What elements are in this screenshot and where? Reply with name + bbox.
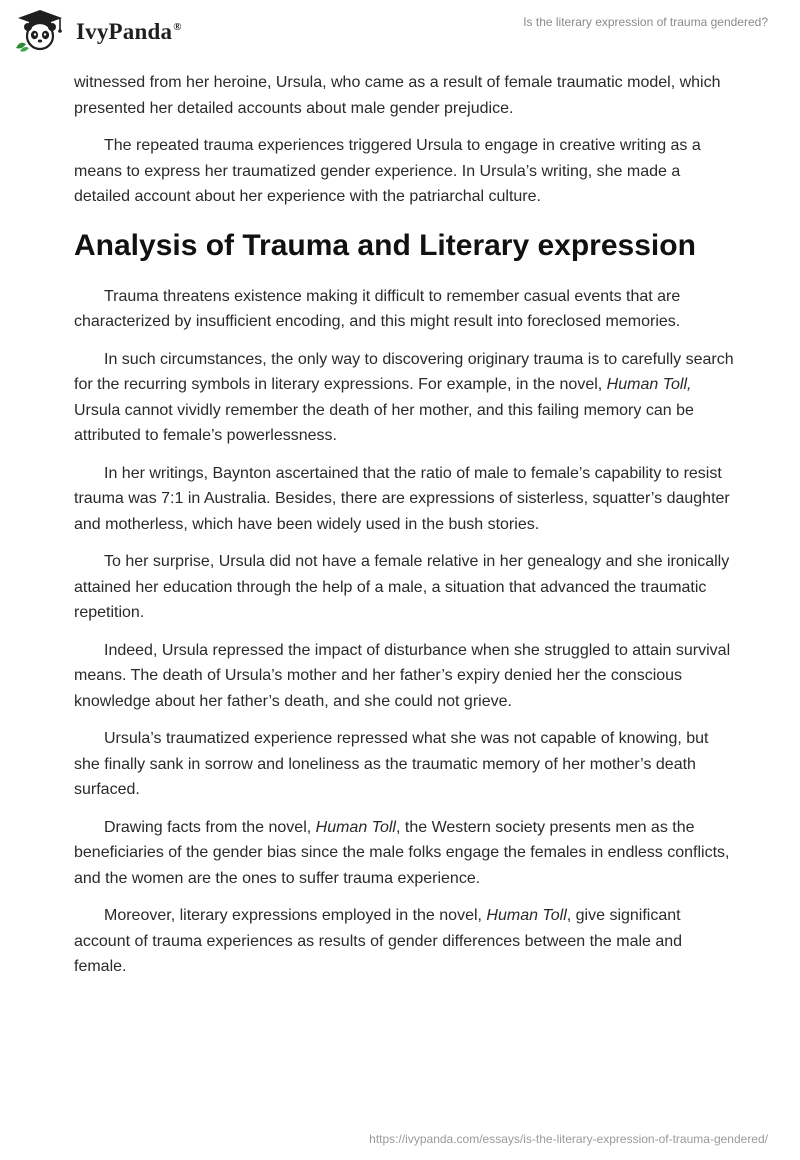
text-run: In such circumstances, the only way to discovering originary trauma is to carefully search for the recurring symbols in literary expressions. For example, in the novel, — [74, 350, 734, 393]
book-title: Human Toll — [486, 907, 567, 924]
paragraph — [74, 903, 734, 980]
paragraph: Trauma threatens existence making it difficult to remember casual events that are characterized by insufficient encoding, and this might result into foreclosed memories. — [74, 287, 681, 330]
source-url-link[interactable]: https://ivypanda.com/essays/is-the-literary-expression-of-trauma-gendered/ — [369, 1132, 768, 1146]
brand-name: IvyPanda® — [76, 19, 182, 44]
paragraph: Ursula’s traumatized experience repressed what she was not capable of knowing, but she finally sank in sorrow and loneliness as the traumatic memory of her mother’s death surfaced. — [74, 730, 709, 798]
paragraph: Indeed, Ursula repressed the impact of disturbance when she struggled to attain survival means. The death of Ursula’s mother and her father’s expiry denied her the conscious knowledge about her father’s death, and she could not grieve. — [74, 641, 731, 710]
book-title: Human Toll, — [606, 376, 692, 393]
paragraph — [74, 815, 734, 892]
book-title: Human Toll — [315, 818, 396, 836]
paragraph: The repeated trauma experiences triggered Ursula to engage in creative writing as a means to express her traumatized gender experience. In Ursula’s writing, she made a detailed account about her experience with the patriarchal culture. — [74, 137, 701, 205]
article-body — [74, 70, 734, 992]
text-run: Ursula cannot vividly remember the death of her mother, and this failing memory can be attributed to female’s powerlessness. — [74, 401, 694, 444]
paragraph: In her writings, Baynton ascertained that the ratio of male to female’s capability to resist trauma was 7:1 in Australia. Besides, there are expressions of sisterless, squatter’s daughter and motherless, which have been widely used in the bush stories. — [74, 464, 730, 533]
registered-mark: ® — [173, 21, 182, 34]
text-run: Moreover, literary expressions employed in the novel, — [104, 907, 487, 924]
brand-logo[interactable] — [14, 8, 182, 52]
text-run: , give significant account of trauma experiences as results of gender differences between the male and female. — [74, 907, 683, 975]
paragraph: To her surprise, Ursula did not have a female relative in her genealogy and she ironically attained her education through the help of a male, a situation that advanced the traumatic repetition. — [74, 553, 730, 621]
paragraph — [74, 347, 734, 449]
section-heading: Analysis of Trauma and Literary expression — [74, 228, 696, 262]
text-run: Drawing facts from the novel, — [104, 818, 316, 836]
paragraph-continued: witnessed from her heroine, Ursula, who came as a result of female traumatic model, which presented her detailed accounts about male gender prejudice. — [74, 74, 721, 117]
panda-graduate-logo-icon — [14, 8, 66, 52]
header-page-title: Is the literary expression of trauma gendered? — [523, 15, 768, 29]
text-run: , the Western society presents men as the beneficiaries of the gender bias since the male folks engage the females in endless conflicts, and the women are the ones to suffer trauma experience. — [74, 818, 730, 887]
page-header — [0, 0, 800, 66]
